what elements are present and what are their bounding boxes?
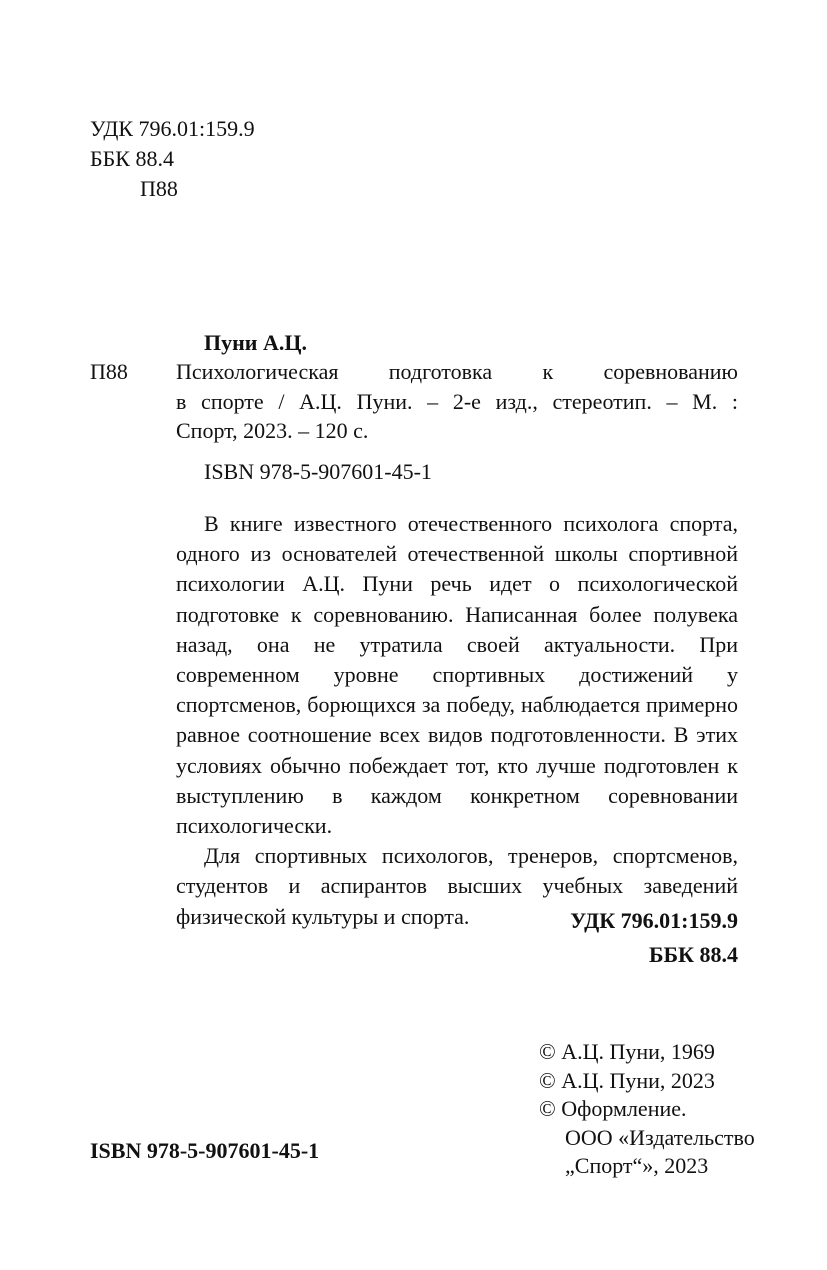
bibliographic-description bbox=[176, 357, 738, 446]
author-heading: Пуни А.Ц. bbox=[204, 330, 307, 355]
copyright-block bbox=[539, 1038, 755, 1181]
bib-line: Психологическая подготовка к соревнованию bbox=[176, 359, 738, 384]
copyright-line: © А.Ц. Пуни, 1969 bbox=[539, 1039, 715, 1064]
isbn-bottom: ISBN 978-5-907601-45-1 bbox=[90, 1138, 320, 1163]
annotation-paragraph: Для спортивных психологов, тренеров, спортсменов, студентов и аспирантов высших учебных заведений физической культуры и спорта. bbox=[176, 843, 738, 929]
bib-line: в спорте / А.Ц. Пуни. – 2-е изд., стереотип. – М. : bbox=[176, 388, 738, 414]
bbk-code: ББК 88.4 bbox=[648, 942, 738, 967]
annotation-paragraph: В книге известного отечественного психолога спорта, одного из основателей отечественной школы спортивной психологии А.Ц. Пуни речь идет о психологической подготовке к соревнованию. Написанная более полувека назад, она не утратила своей актуальности. При современном уровне спортивных достижений у спортсменов, борющихся за победу, наблюдается примерно равное соотношение всех видов подготовленности. В этих условиях обычно побеждает тот, кто лучше подготовлен к выступлению в каждом конкретном соревновании психологически. bbox=[176, 511, 738, 839]
author-sign-left: П88 bbox=[90, 359, 128, 384]
udc-code: УДК 796.01:159.9 bbox=[570, 908, 738, 933]
copyright-line: © А.Ц. Пуни, 2023 bbox=[539, 1067, 715, 1093]
classification-codes-top bbox=[90, 114, 255, 204]
udc-code: УДК 796.01:159.9 bbox=[90, 116, 255, 141]
bbk-code: ББК 88.4 bbox=[90, 146, 174, 171]
author-sign: П88 bbox=[140, 176, 178, 201]
bib-line: Спорт, 2023. – 120 с. bbox=[176, 418, 369, 443]
copyright-line: ООО «Издательство bbox=[565, 1124, 755, 1150]
copyright-line: © Оформление. bbox=[539, 1096, 687, 1121]
isbn-inline: ISBN 978-5-907601-45-1 bbox=[204, 459, 432, 484]
annotation bbox=[176, 509, 738, 932]
classification-codes-bottom bbox=[570, 904, 738, 972]
copyright-line: „Спорт“», 2023 bbox=[565, 1153, 709, 1178]
